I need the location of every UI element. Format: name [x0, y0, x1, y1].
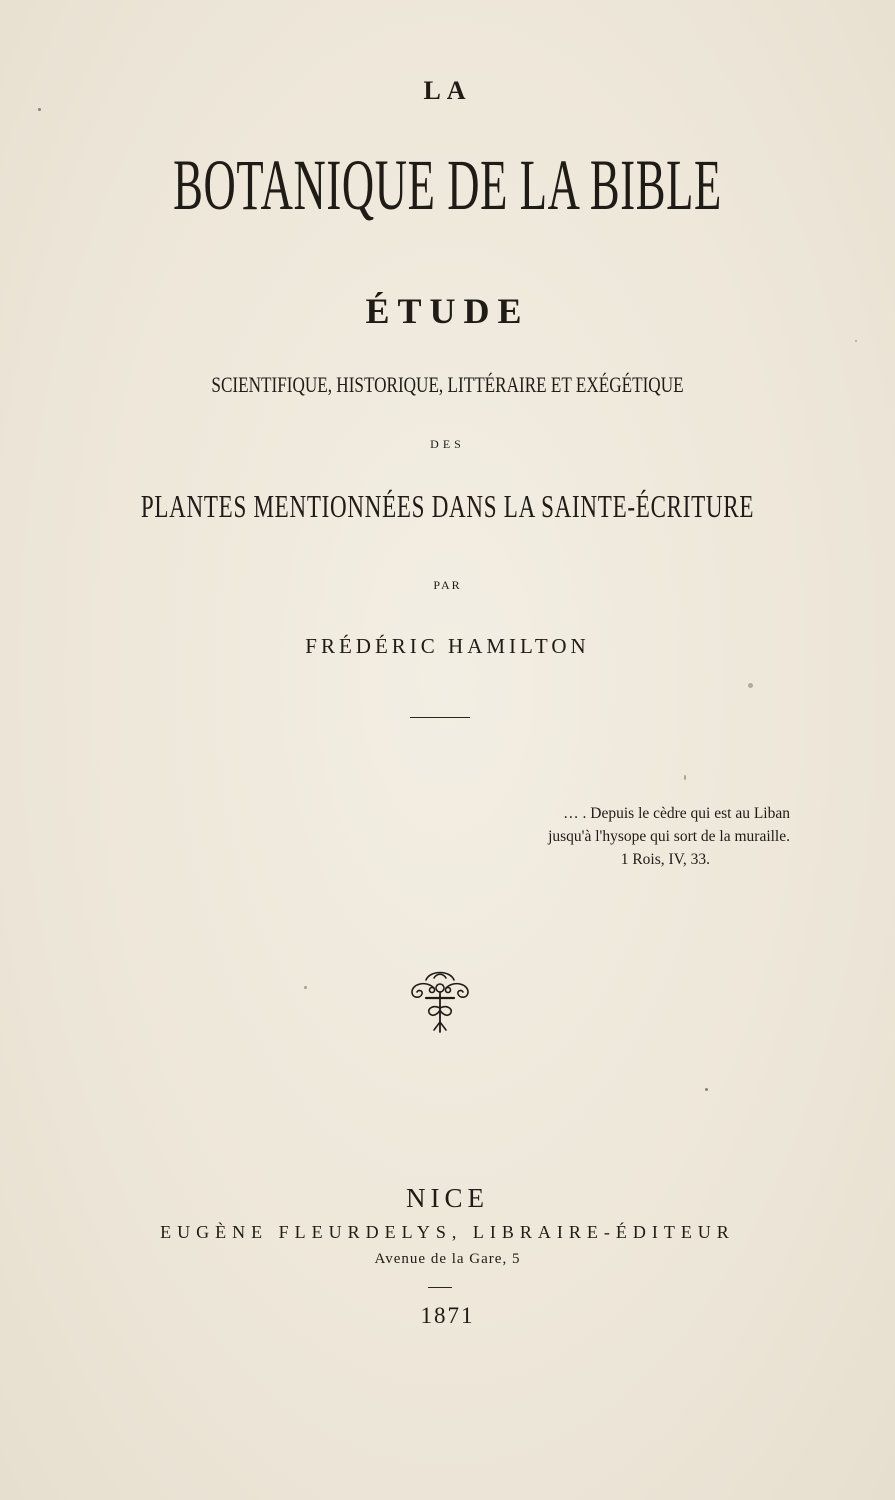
divider-rule [410, 717, 470, 718]
epigraph [460, 802, 790, 871]
paper-speck [705, 1088, 708, 1091]
paper-speck [684, 775, 686, 780]
subtitle: SCIENTIFIQUE, HISTORIQUE, LITTÉRAIRE ET EXÉGÉTIQUE [211, 372, 684, 397]
imprint-divider [428, 1287, 452, 1288]
paper-speck [38, 108, 41, 111]
imprint-city: NICE [406, 1183, 489, 1213]
by-word: PAR [433, 578, 462, 592]
connector-word: DES [430, 437, 465, 451]
main-title: BOTANIQUE DE LA BIBLE [173, 145, 722, 225]
epigraph-line-1: … . Depuis le cèdre qui est au Liban [563, 805, 790, 822]
epigraph-line-2: jusqu'à l'hysope qui sort de la muraille. [548, 828, 790, 845]
paper-speck [304, 986, 307, 989]
author-name: FRÉDÉRIC HAMILTON [305, 634, 590, 658]
paper-speck [855, 340, 857, 342]
imprint-address: Avenue de la Gare, 5 [374, 1251, 521, 1267]
genre-heading: ÉTUDE [365, 291, 530, 331]
topic-heading: PLANTES MENTIONNÉES DANS LA SAINTE-ÉCRITURE [140, 488, 755, 524]
epigraph-reference: 1 Rois, IV, 33. [620, 851, 710, 868]
title-article: LA [423, 76, 472, 105]
floral-fleuron-icon [404, 966, 476, 1036]
imprint-year: 1871 [420, 1303, 475, 1328]
paper-speck [748, 683, 753, 688]
imprint-publisher: EUGÈNE FLEURDELYS, LIBRAIRE-ÉDITEUR [160, 1222, 735, 1242]
